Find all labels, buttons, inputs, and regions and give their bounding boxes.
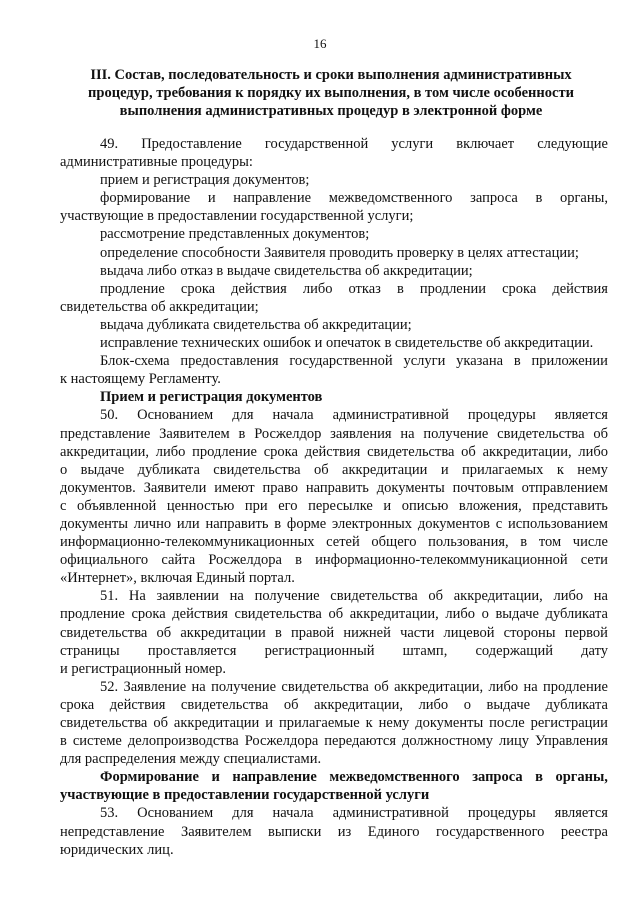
word: сети bbox=[580, 552, 608, 569]
word: лично bbox=[133, 515, 172, 532]
word: Заявителем bbox=[159, 425, 230, 442]
text-line: прием и регистрация документов; bbox=[100, 172, 310, 189]
word: и bbox=[440, 461, 449, 478]
word: содержащий bbox=[475, 642, 553, 659]
word: услуги bbox=[403, 353, 446, 370]
word: после bbox=[489, 715, 525, 731]
word: аккредитации bbox=[180, 624, 266, 641]
word: свидетельства bbox=[213, 461, 301, 478]
word: представление bbox=[60, 425, 151, 442]
word: является bbox=[554, 407, 608, 424]
word: свидетельства bbox=[180, 696, 269, 713]
word: Росжелдора bbox=[208, 552, 282, 569]
word: Управления bbox=[534, 733, 608, 750]
word: дату bbox=[581, 642, 608, 659]
word: Основанием bbox=[137, 407, 214, 424]
word: о bbox=[481, 606, 489, 623]
word: регистрационный bbox=[264, 642, 375, 659]
word: свидетельства bbox=[367, 443, 455, 460]
word: аккредитации, bbox=[349, 606, 439, 623]
text-line bbox=[60, 732, 608, 750]
text-line bbox=[60, 624, 608, 642]
word: к bbox=[556, 461, 564, 478]
word: штамп, bbox=[402, 642, 448, 659]
word: либо bbox=[553, 588, 584, 605]
word: приложении bbox=[531, 353, 608, 370]
word: описью bbox=[401, 497, 449, 514]
word: 53. bbox=[100, 805, 119, 822]
word: регистрации bbox=[530, 715, 608, 731]
word: с bbox=[495, 515, 503, 532]
text-line: рассмотрение представленных документов; bbox=[100, 226, 370, 243]
word: к bbox=[365, 715, 373, 731]
word: направить bbox=[205, 515, 269, 532]
word: на bbox=[523, 678, 538, 695]
word: направление bbox=[233, 190, 312, 207]
word: для bbox=[232, 805, 254, 822]
text-line bbox=[60, 642, 608, 660]
text-line bbox=[60, 804, 608, 822]
word: продление bbox=[100, 280, 165, 297]
word: непредставление bbox=[60, 823, 165, 840]
word: 49. bbox=[100, 136, 119, 152]
text-line: определение способности Заявителя проводить проверку в целях аттестации; bbox=[100, 244, 579, 261]
word: официального bbox=[60, 552, 149, 569]
word: предоставления bbox=[180, 353, 279, 370]
word: либо bbox=[418, 696, 449, 713]
word: выписки bbox=[267, 823, 322, 840]
text-line bbox=[60, 497, 608, 515]
word: том bbox=[538, 534, 562, 551]
word: представить bbox=[532, 497, 608, 514]
word: о bbox=[463, 696, 471, 713]
word: части bbox=[400, 624, 435, 641]
word: является bbox=[554, 805, 608, 822]
word: получение bbox=[254, 588, 320, 605]
text-line bbox=[60, 425, 608, 443]
word: об bbox=[153, 715, 168, 731]
word: в bbox=[274, 624, 282, 641]
word: аккредитации bbox=[342, 461, 428, 478]
word: продлении bbox=[419, 280, 487, 297]
word: действия bbox=[172, 606, 228, 623]
word: услуги bbox=[391, 136, 434, 152]
text-line: и регистрационный номер. bbox=[60, 660, 227, 677]
word: пользования, bbox=[428, 534, 509, 551]
word: либо bbox=[155, 443, 186, 460]
word: 52. bbox=[100, 678, 119, 695]
word: числе bbox=[572, 534, 608, 551]
word: передаются bbox=[324, 733, 397, 750]
text-line bbox=[60, 406, 608, 424]
word: продление bbox=[60, 606, 125, 623]
word: на bbox=[191, 678, 206, 695]
text-line: «Интернет», включая Единый портал. bbox=[60, 570, 295, 587]
word: первой bbox=[564, 624, 608, 641]
text-line bbox=[60, 189, 608, 207]
word: из bbox=[337, 823, 352, 840]
heading-line: процедур, требования к порядку их выполнения, в том числе особенности bbox=[88, 85, 574, 101]
word: направление bbox=[232, 769, 317, 786]
word: об bbox=[156, 624, 172, 641]
word: Предоставление bbox=[141, 136, 242, 152]
word: срока bbox=[60, 696, 95, 713]
word: должностному bbox=[402, 733, 493, 750]
word: в bbox=[60, 733, 67, 750]
word: общего bbox=[371, 534, 417, 551]
word: в bbox=[535, 190, 543, 207]
word: свидетельства bbox=[234, 606, 322, 623]
word: государственного bbox=[436, 823, 545, 840]
text-line: к настоящему Регламенту. bbox=[60, 371, 221, 388]
word: следующие bbox=[537, 136, 608, 152]
word: с bbox=[60, 497, 67, 514]
word: об bbox=[283, 696, 299, 713]
word: административной bbox=[332, 805, 449, 822]
word: лицу bbox=[498, 733, 529, 750]
word: процедуры bbox=[467, 407, 536, 424]
word: либо bbox=[488, 678, 519, 695]
section-heading bbox=[60, 66, 602, 120]
word: системе bbox=[72, 733, 122, 750]
word: при bbox=[244, 497, 268, 514]
word: свидетельства bbox=[497, 425, 585, 442]
word: право bbox=[262, 479, 298, 496]
word: отказ bbox=[348, 280, 381, 297]
word: направить bbox=[305, 479, 369, 496]
heading-line: выполнения административных процедур в электронной форме bbox=[119, 103, 543, 119]
word: документы bbox=[415, 715, 484, 731]
text-line bbox=[60, 696, 608, 714]
word: дубликата bbox=[545, 696, 608, 713]
word: действия bbox=[231, 280, 287, 297]
word: государственной bbox=[264, 136, 369, 152]
word: действия bbox=[304, 443, 361, 460]
word: ценностью bbox=[166, 497, 235, 514]
text-line: исправление технических ошибок и опечаток в свидетельстве об аккредитации. bbox=[100, 335, 594, 352]
word: либо bbox=[302, 280, 333, 297]
word: срока bbox=[180, 280, 216, 297]
word: сетей bbox=[326, 534, 360, 551]
word: 50. bbox=[100, 407, 119, 424]
word: аккредитации, bbox=[60, 443, 150, 460]
word: органы, bbox=[555, 769, 608, 786]
word: использованием bbox=[508, 515, 608, 532]
word: и bbox=[207, 190, 216, 207]
word: административной bbox=[332, 407, 449, 424]
word: включает bbox=[456, 136, 515, 152]
word: срока bbox=[263, 443, 298, 460]
word: о bbox=[60, 461, 68, 478]
text-line: для распределения между специалистами. bbox=[60, 751, 322, 768]
word: документов bbox=[417, 515, 490, 532]
word: об bbox=[314, 461, 329, 478]
word: объявленной bbox=[76, 497, 157, 514]
word: нему bbox=[378, 715, 410, 731]
text-line bbox=[60, 515, 608, 533]
word: Формирование bbox=[100, 769, 199, 786]
word: аккредитации, bbox=[314, 696, 404, 713]
text-line bbox=[60, 533, 608, 551]
document-body bbox=[60, 135, 608, 859]
word: свидетельства bbox=[60, 715, 148, 731]
word: Основанием bbox=[137, 805, 214, 822]
word: Единого bbox=[367, 823, 420, 840]
word: нему bbox=[577, 461, 608, 478]
word: или bbox=[176, 515, 200, 532]
text-line: участвующие в предоставлении государственной услуги; bbox=[60, 208, 414, 225]
word: пересылке bbox=[308, 497, 373, 514]
text-line bbox=[60, 443, 608, 461]
word: нижней bbox=[343, 624, 391, 641]
subheading-line: участвующие в предоставлении государственной услуги bbox=[60, 787, 430, 804]
text-line bbox=[60, 587, 608, 605]
word: аккредитации bbox=[173, 715, 260, 731]
text-line: административные процедуры: bbox=[60, 154, 253, 171]
word: реестра bbox=[560, 823, 608, 840]
word: получение bbox=[211, 678, 277, 695]
word: лицевой bbox=[443, 624, 495, 641]
word: заявлении bbox=[156, 588, 219, 605]
word: продление bbox=[543, 678, 608, 695]
word: свидетельства bbox=[330, 588, 418, 605]
word: информационно-телекоммуникационных bbox=[60, 534, 315, 551]
word: его bbox=[278, 497, 298, 514]
word: на bbox=[229, 588, 244, 605]
word: документы bbox=[60, 515, 128, 532]
word: правой bbox=[290, 624, 335, 641]
word: делопроизводства bbox=[127, 733, 239, 750]
word: проставляется bbox=[147, 642, 237, 659]
word: 51. bbox=[100, 588, 119, 605]
word: либо bbox=[578, 443, 608, 460]
word: почтовым bbox=[452, 479, 514, 496]
word: дубликата bbox=[137, 461, 200, 478]
word: документов. bbox=[60, 479, 136, 496]
word: действия bbox=[109, 696, 166, 713]
word: указана bbox=[456, 353, 504, 370]
text-line bbox=[60, 678, 608, 696]
word: прилагаемых bbox=[461, 461, 544, 478]
word: стороны bbox=[503, 624, 556, 641]
word: документы bbox=[376, 479, 445, 496]
word: и bbox=[211, 769, 220, 786]
word: прилагаемые bbox=[279, 715, 360, 731]
word: На bbox=[128, 588, 146, 605]
word: страницы bbox=[60, 642, 120, 659]
word: свидетельства bbox=[281, 678, 369, 695]
word: имеют bbox=[214, 479, 255, 496]
word: в bbox=[274, 515, 282, 532]
word: межведомственного bbox=[328, 190, 453, 207]
word: дубликата bbox=[545, 606, 608, 623]
text-line: свидетельства об аккредитации; bbox=[60, 298, 259, 315]
word: об bbox=[593, 425, 608, 442]
word: об bbox=[328, 606, 344, 623]
text-line bbox=[60, 823, 608, 841]
word: государственной bbox=[289, 353, 393, 370]
word: на bbox=[400, 425, 415, 442]
word: на bbox=[593, 588, 608, 605]
word: в bbox=[513, 353, 521, 370]
word: выдаче bbox=[495, 606, 539, 623]
text-line bbox=[60, 605, 608, 623]
word: Блок-схема bbox=[100, 353, 170, 370]
text-line bbox=[60, 135, 608, 153]
page-number: 16 bbox=[313, 36, 327, 51]
text-line bbox=[60, 461, 608, 479]
word: срока bbox=[131, 606, 166, 623]
word: получение bbox=[423, 425, 489, 442]
text-line bbox=[60, 352, 608, 370]
word: выдаче bbox=[486, 696, 531, 713]
word: Росжелдор bbox=[254, 425, 322, 442]
word: Заявление bbox=[123, 678, 187, 695]
word: об bbox=[374, 678, 389, 695]
word: либо bbox=[445, 606, 475, 623]
word: продление bbox=[192, 443, 257, 460]
word: аккредитации, bbox=[394, 678, 484, 695]
text-line: выдача либо отказ в выдаче свидетельства об аккредитации; bbox=[100, 262, 473, 279]
word: сайта bbox=[161, 552, 196, 569]
word: действия bbox=[552, 280, 608, 297]
subheading-line bbox=[60, 768, 608, 786]
word: запроса bbox=[472, 769, 523, 786]
word: начала bbox=[272, 407, 314, 424]
word: Заявителем bbox=[180, 823, 252, 840]
word: информационно-телекоммуникационной bbox=[315, 552, 568, 569]
word: запроса bbox=[470, 190, 518, 207]
subheading-line: Прием и регистрация документов bbox=[100, 389, 323, 406]
word: отправлением bbox=[521, 479, 608, 496]
word: начала bbox=[272, 805, 314, 822]
word: процедуры bbox=[467, 805, 536, 822]
heading-line: III. Состав, последовательность и сроки выполнения административных bbox=[90, 67, 572, 83]
word: в bbox=[535, 769, 543, 786]
word: форме bbox=[286, 515, 327, 532]
word: аккредитации, bbox=[453, 588, 543, 605]
word: в bbox=[396, 280, 404, 297]
text-line bbox=[60, 551, 608, 569]
word: срока bbox=[502, 280, 537, 297]
word: Заявители bbox=[143, 479, 207, 496]
word: и bbox=[383, 497, 392, 514]
word: об bbox=[428, 588, 443, 605]
word: в bbox=[520, 534, 528, 551]
word: межведомственного bbox=[329, 769, 460, 786]
word: аккредитации, bbox=[482, 443, 572, 460]
word: вложения, bbox=[458, 497, 522, 514]
text-line bbox=[60, 714, 608, 732]
word: выдаче bbox=[80, 461, 125, 478]
word: Росжелдора bbox=[244, 733, 319, 750]
word: органы, bbox=[559, 190, 608, 207]
word: для bbox=[232, 407, 254, 424]
word: заявления bbox=[330, 425, 392, 442]
word: об bbox=[461, 443, 476, 460]
word: электронных bbox=[332, 515, 413, 532]
word: в bbox=[238, 425, 246, 442]
text-line: юридических лиц. bbox=[60, 841, 174, 858]
word: в bbox=[295, 552, 302, 569]
text-line bbox=[60, 479, 608, 497]
word: свидетельства bbox=[60, 624, 148, 641]
text-line: выдача дубликата свидетельства об аккредитации; bbox=[100, 316, 412, 333]
text-line bbox=[60, 280, 608, 298]
word: и bbox=[265, 715, 274, 731]
word: формирование bbox=[100, 190, 191, 207]
